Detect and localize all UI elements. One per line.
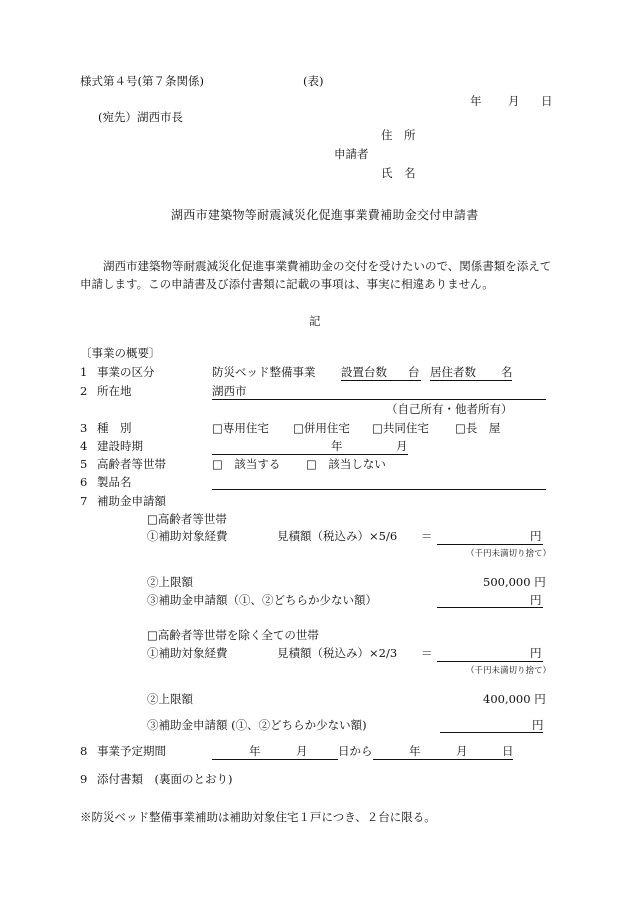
period-start-day: 日から bbox=[338, 744, 373, 758]
a-equals: ＝ bbox=[421, 529, 433, 543]
period-end-year: 年 bbox=[409, 744, 421, 758]
b-limit-label: ②上限額 bbox=[147, 692, 193, 706]
a-limit-value: 500,000 円 bbox=[483, 575, 546, 589]
elderly-yes-checkbox[interactable]: □ 該当する bbox=[212, 457, 281, 471]
build-month: 月 bbox=[396, 439, 408, 453]
item-9-label: 添付書類 (裏面のとおり) bbox=[97, 772, 233, 786]
type-dedicated-checkbox[interactable]: □専用住宅 bbox=[212, 421, 269, 435]
b-formula: 見積額（税込み）×2/3 bbox=[277, 646, 398, 660]
ki-label: 記 bbox=[309, 314, 321, 328]
item-1-label: 事業の区分 bbox=[97, 365, 155, 379]
item-1-value: 防災ベッド整備事業 bbox=[212, 365, 316, 379]
item-4-label: 建設時期 bbox=[97, 439, 143, 453]
item-6-label: 製品名 bbox=[97, 475, 132, 489]
b-apply-label: ③補助金申請額 (①、②どちらか少ない額) bbox=[147, 718, 367, 732]
ownership-note: （自己所有・他者所有） bbox=[386, 402, 513, 416]
units-suffix: 台 bbox=[408, 365, 420, 379]
elderly-no-checkbox[interactable]: □ 該当しない bbox=[306, 457, 386, 471]
b-equals: ＝ bbox=[421, 646, 433, 660]
applicant-address-label: 住 所 bbox=[381, 128, 416, 142]
item-2-value: 湖西市 bbox=[212, 384, 247, 398]
b-round-note: （千円未満切り捨て） bbox=[466, 666, 552, 676]
item-3-label: 種 別 bbox=[97, 421, 132, 435]
body-line-2: 申請します。この申請書及び添付書類に記載の事項は、事実に相違ありません。 bbox=[80, 277, 494, 291]
product-name-field[interactable] bbox=[212, 489, 546, 490]
address-field[interactable] bbox=[212, 399, 546, 400]
item-4-num: 4 bbox=[80, 439, 88, 453]
type-rowhouse-checkbox[interactable]: □長 屋 bbox=[455, 421, 501, 435]
a-cost-field[interactable] bbox=[437, 544, 543, 545]
item-7-label: 補助金申請額 bbox=[97, 494, 166, 508]
b-cost-yen: 円 bbox=[530, 646, 542, 660]
a-round-note: （千円未満切り捨て） bbox=[466, 549, 552, 559]
b-cost-label: ①補助対象経費 bbox=[147, 646, 228, 660]
a-formula: 見積額（税込み）×5/6 bbox=[277, 529, 398, 543]
footnote: ※防災ベッド整備事業補助は補助対象住宅１戸につき、２台に限る。 bbox=[80, 810, 436, 824]
date-month: 月 bbox=[508, 94, 520, 108]
item-6-num: 6 bbox=[80, 475, 88, 489]
residents-label: 居住者数 bbox=[430, 365, 476, 379]
b-apply-yen: 円 bbox=[532, 718, 544, 732]
period-start-year: 年 bbox=[249, 744, 261, 758]
build-date-field[interactable] bbox=[212, 454, 408, 455]
item-9-num: 9 bbox=[80, 772, 88, 786]
type-shared-checkbox[interactable]: □共同住宅 bbox=[372, 421, 429, 435]
type-combined-checkbox[interactable]: □併用住宅 bbox=[293, 421, 350, 435]
addressee: (宛先）湖西市長 bbox=[98, 110, 183, 124]
item-2-num: 2 bbox=[80, 384, 88, 398]
period-start-field[interactable] bbox=[212, 759, 338, 760]
item-8-label: 事業予定期間 bbox=[97, 744, 166, 758]
form-id: 様式第４号(第７条関係) bbox=[80, 74, 204, 88]
b-limit-value: 400,000 円 bbox=[483, 692, 546, 706]
units-label: 設置台数 bbox=[341, 365, 387, 379]
item-8-num: 8 bbox=[80, 744, 88, 758]
item-1-num: 1 bbox=[80, 365, 88, 379]
date-year: 年 bbox=[470, 94, 482, 108]
units-underline[interactable] bbox=[341, 380, 421, 381]
a-cost-label: ①補助対象経費 bbox=[147, 529, 228, 543]
a-cost-yen: 円 bbox=[530, 529, 542, 543]
build-year: 年 bbox=[331, 439, 343, 453]
item-7-num: 7 bbox=[80, 494, 88, 508]
body-line-1: 湖西市建築物等耐震減災化促進事業費補助金の交付を受けたいので、関係書類を添えて bbox=[103, 259, 552, 273]
item-5-label: 高齢者等世帯 bbox=[97, 457, 166, 471]
elderly-household-checkbox[interactable]: □高齢者等世帯 bbox=[147, 512, 227, 526]
a-apply-label: ③補助金申請額（①、②どちらか少ない額） bbox=[147, 593, 377, 607]
item-3-num: 3 bbox=[80, 421, 88, 435]
side-label: (表) bbox=[303, 74, 324, 88]
date-day: 日 bbox=[541, 94, 553, 108]
residents-suffix: 名 bbox=[501, 365, 513, 379]
period-end-field[interactable] bbox=[373, 759, 513, 760]
item-5-num: 5 bbox=[80, 457, 88, 471]
b-cost-field[interactable] bbox=[437, 661, 543, 662]
applicant-name-label: 氏 名 bbox=[381, 166, 416, 180]
a-limit-label: ②上限額 bbox=[147, 575, 193, 589]
item-2-label: 所在地 bbox=[97, 384, 132, 398]
b-apply-field[interactable] bbox=[440, 732, 543, 733]
period-start-month: 月 bbox=[296, 744, 308, 758]
page-title: 湖西市建築物等耐震減災化促進事業費補助金交付申請書 bbox=[171, 208, 479, 222]
period-end-day: 日 bbox=[502, 744, 514, 758]
a-apply-field[interactable] bbox=[437, 607, 543, 608]
a-apply-yen: 円 bbox=[530, 593, 542, 607]
residents-underline[interactable] bbox=[430, 380, 512, 381]
overview-header: 〔事業の概要〕 bbox=[80, 346, 161, 360]
general-household-checkbox[interactable]: □高齢者等世帯を除く全ての世帯 bbox=[147, 628, 319, 642]
period-end-month: 月 bbox=[456, 744, 468, 758]
applicant-label: 申請者 bbox=[334, 147, 369, 161]
